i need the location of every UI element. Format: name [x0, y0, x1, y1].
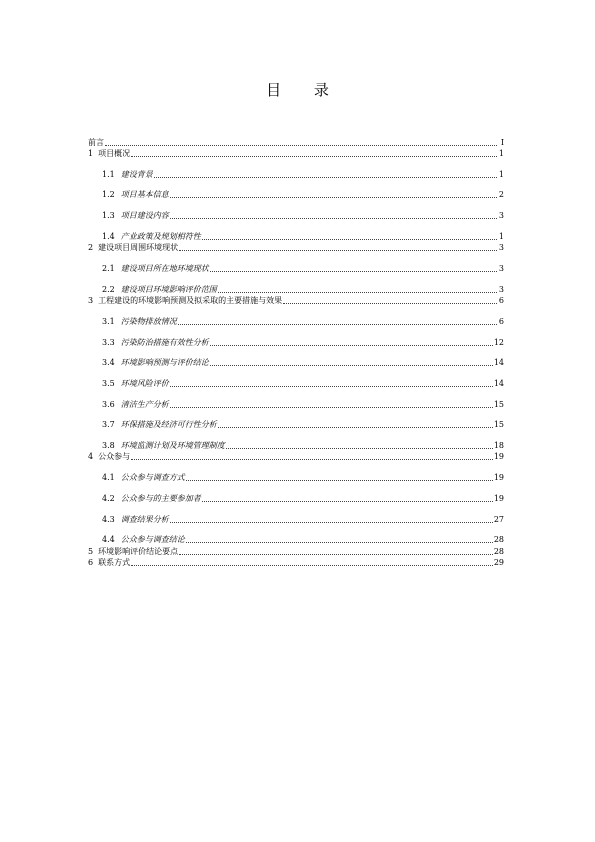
page-title: 目 录 — [266, 81, 343, 99]
toc-entry[interactable] — [88, 483, 504, 504]
toc-entry[interactable] — [88, 221, 504, 242]
toc-entry-number: 1.2 — [102, 190, 115, 200]
toc-leader-dots — [178, 323, 497, 325]
toc-entry-number: 4.2 — [102, 493, 115, 503]
toc-leader-dots — [210, 344, 493, 346]
toc-entry-page-number: 14 — [493, 358, 504, 368]
toc-entry-number: 1.1 — [102, 169, 115, 179]
toc-entry-number: 1.4 — [102, 231, 115, 241]
toc-entry-number: 4.4 — [102, 535, 115, 545]
toc-entry[interactable] — [88, 180, 504, 201]
toc-entry-number: 3.6 — [102, 399, 115, 409]
toc-entry[interactable] — [88, 389, 504, 410]
toc-entry-page-number: 19 — [493, 493, 504, 503]
toc-entry[interactable] — [88, 200, 504, 221]
toc-entry-page-number: 19 — [493, 452, 504, 462]
toc-entry-number: 3.5 — [102, 378, 115, 388]
toc-leader-dots — [170, 521, 493, 523]
toc-leader-dots — [186, 479, 493, 481]
toc-entry-number: 4.1 — [102, 473, 115, 483]
toc-leader-dots — [218, 426, 493, 428]
toc-leader-dots — [218, 291, 497, 293]
toc-leader-dots — [131, 458, 493, 460]
toc-entry-label: 环境风险评价 — [120, 378, 169, 388]
toc-entry-label: 公众参与的主要参加者 — [120, 493, 201, 503]
toc-leader-dots — [186, 541, 493, 543]
toc-entry-label: 环境影响预测与评价结论 — [120, 358, 209, 368]
toc-entry-page-number: 15 — [493, 399, 504, 409]
toc-entry-label: 公众参与调查结论 — [120, 535, 185, 545]
toc-entry-page-number: 18 — [493, 440, 504, 450]
toc-entry[interactable] — [88, 253, 504, 274]
toc-entry-label: 调查结果分析 — [120, 514, 169, 524]
toc-entry[interactable] — [88, 525, 504, 546]
toc-leader-dots — [179, 249, 497, 251]
toc-entry-label: 建设背景 — [120, 169, 153, 179]
toc-leader-dots — [170, 217, 497, 219]
toc-entry-number: 6 — [88, 558, 94, 568]
toc-entry-page-number: 6 — [498, 316, 504, 326]
toc-entry-number: 5 — [88, 546, 94, 556]
toc-entry-number: 3.3 — [102, 337, 115, 347]
toc-entry-number: 4 — [88, 452, 94, 462]
toc-entry-page-number: 1 — [498, 169, 504, 179]
toc-leader-dots — [170, 406, 493, 408]
toc-entry[interactable] — [88, 557, 504, 569]
toc-entry-number: 2 — [88, 243, 94, 253]
toc-entry-label: 建设项目环境影响评价范围 — [120, 284, 217, 294]
toc-entry[interactable] — [88, 451, 504, 463]
toc-leader-dots — [154, 176, 497, 178]
toc-entry-label: 产业政策及规划相符性 — [120, 231, 201, 241]
toc-leader-dots — [283, 302, 497, 304]
toc-entry-label: 公众参与 — [98, 452, 131, 462]
toc-entry[interactable] — [88, 504, 504, 525]
toc-entry-page-number: 29 — [493, 558, 504, 568]
toc-entry-page-number: 12 — [493, 337, 504, 347]
toc-entry[interactable] — [88, 274, 504, 295]
toc-entry-label: 项目基本信息 — [120, 190, 169, 200]
toc-entry-page-number: 3 — [498, 284, 504, 294]
toc-entry[interactable] — [88, 242, 504, 254]
toc-entry-label: 污染防治措施有效性分析 — [120, 337, 209, 347]
toc-entry-number: 3.7 — [102, 420, 115, 430]
toc-leader-dots — [105, 144, 497, 146]
toc-entry[interactable] — [88, 295, 504, 307]
toc-entry-label: 公众参与调查方式 — [120, 473, 185, 483]
toc-entry[interactable] — [88, 159, 504, 180]
toc-entry-page-number: 1 — [498, 231, 504, 241]
toc-entry-page-number: 19 — [493, 473, 504, 483]
toc-entry-page-number: 6 — [498, 296, 504, 306]
toc-leader-dots — [170, 196, 497, 198]
toc-entry[interactable] — [88, 368, 504, 389]
toc-entry-page-number: 1 — [498, 149, 504, 158]
toc-entry-page-number: 3 — [498, 243, 504, 253]
toc-entry-label: 联系方式 — [98, 558, 131, 568]
toc-entry-label: 环境监测计划及环境管理制度 — [120, 440, 225, 450]
toc-entry-number: 3.4 — [102, 358, 115, 368]
toc-entry-number: 2.2 — [102, 284, 115, 294]
toc-entry-page-number: I — [500, 137, 504, 147]
toc-entry[interactable] — [88, 410, 504, 431]
toc-entry-number: 1 — [88, 149, 94, 158]
toc-entry-page-number: 2 — [498, 190, 504, 200]
toc-entry[interactable] — [88, 430, 504, 451]
toc-entry-label: 前言 — [88, 137, 104, 147]
toc-leader-dots — [210, 270, 497, 272]
toc-entry-page-number: 14 — [493, 378, 504, 388]
toc-entry-page-number: 28 — [493, 546, 504, 556]
toc-entry-label: 建设项目周围环境现状 — [98, 243, 179, 253]
toc-leader-dots — [170, 385, 493, 387]
toc-leader-dots — [179, 553, 493, 555]
toc-leader-dots — [210, 364, 493, 366]
toc-entry[interactable] — [88, 136, 504, 148]
toc-entry-label: 污染物排放情况 — [120, 316, 177, 326]
toc-entry-label: 工程建设的环境影响预测及拟采取的主要措施与效果 — [98, 296, 283, 306]
toc-entry[interactable] — [88, 306, 504, 327]
toc-entry-label: 环保措施及经济可行性分析 — [120, 420, 217, 430]
toc-entry-label: 环境影响评价结论要点 — [98, 546, 179, 556]
table-of-contents — [88, 136, 504, 568]
toc-entry[interactable] — [88, 462, 504, 483]
toc-entry-label: 项目概况 — [98, 149, 131, 158]
toc-entry-page-number: 28 — [493, 535, 504, 545]
toc-leader-dots — [202, 500, 493, 502]
toc-leader-dots — [131, 564, 493, 566]
toc-entry-number: 3.8 — [102, 440, 115, 450]
toc-entry-number: 3 — [88, 296, 94, 306]
toc-entry-page-number: 27 — [493, 514, 504, 524]
toc-entry-number: 1.3 — [102, 211, 115, 221]
toc-entry-page-number: 3 — [498, 263, 504, 273]
toc-entry[interactable] — [88, 348, 504, 369]
toc-entry[interactable] — [88, 545, 504, 557]
toc-entry[interactable] — [88, 327, 504, 348]
toc-entry-number: 4.3 — [102, 514, 115, 524]
toc-entry-page-number: 3 — [498, 211, 504, 221]
toc-entry-number: 3.1 — [102, 316, 115, 326]
toc-leader-dots — [202, 238, 497, 240]
toc-leader-dots — [226, 447, 493, 449]
toc-entry-number: 2.1 — [102, 263, 115, 273]
toc-entry-label: 清洁生产分析 — [120, 399, 169, 409]
toc-entry[interactable] — [88, 148, 504, 160]
toc-entry-label: 建设项目所在地环境现状 — [120, 263, 209, 273]
toc-entry-label: 项目建设内容 — [120, 211, 169, 221]
toc-leader-dots — [131, 155, 497, 157]
toc-entry-page-number: 15 — [493, 420, 504, 430]
